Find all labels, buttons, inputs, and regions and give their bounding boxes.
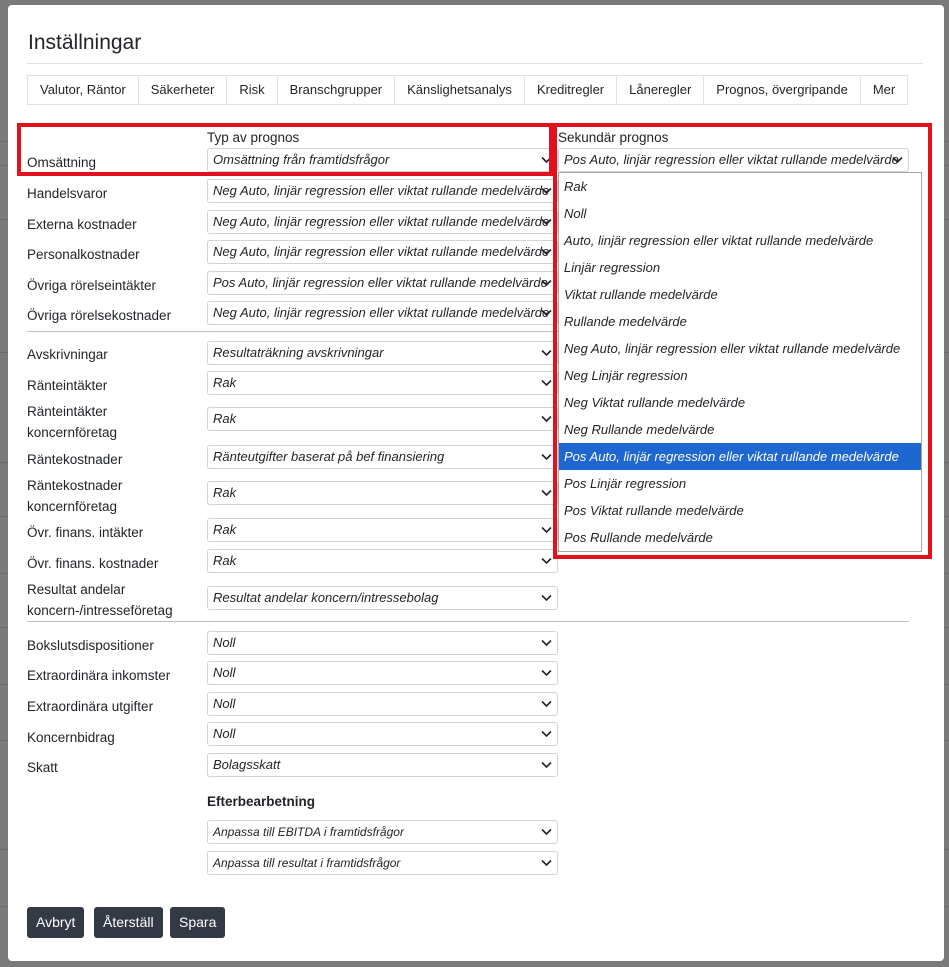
- row-label-rantekostnader: Räntekostnader: [27, 452, 123, 467]
- section-divider: [27, 621, 909, 622]
- chevron-down-icon: [539, 587, 553, 609]
- dropdown-option[interactable]: Auto, linjär regression eller viktat rullande medelvärde: [564, 233, 874, 248]
- select-value: Resultat andelar koncern/intressebolag: [213, 590, 439, 605]
- select-value: Rak: [213, 411, 237, 426]
- select-value: Neg Auto, linjär regression eller viktat rullande medelvärde: [213, 183, 550, 198]
- select-ranteintakter[interactable]: [207, 371, 558, 395]
- tab-branschgrupper[interactable]: Branschgrupper: [278, 76, 396, 104]
- dropdown-option[interactable]: Neg Linjär regression: [564, 368, 688, 383]
- chevron-down-icon: [539, 211, 553, 233]
- row-label-rantekostnader-koncern: Räntekostnader koncernföretag: [27, 478, 123, 514]
- select-value: Rak: [213, 553, 237, 568]
- select-personalkostnader[interactable]: [207, 240, 558, 264]
- select-value: Ränteutgifter baserat på bef finansiering: [213, 449, 445, 464]
- postprocessing-heading: Efterbearbetning: [207, 794, 316, 809]
- select-ovriga-rorelseintakter[interactable]: [207, 271, 558, 295]
- select-omsattning[interactable]: [207, 148, 558, 172]
- dropdown-option[interactable]: Pos Viktat rullande medelvärde: [564, 503, 744, 518]
- secondary-forecast-header: Sekundär prognos: [558, 130, 669, 145]
- select-skatt[interactable]: [207, 753, 558, 777]
- tab-kanslighetsanalys[interactable]: Känslighetsanalys: [395, 76, 525, 104]
- chevron-down-icon: [539, 302, 553, 324]
- chevron-down-icon: [539, 180, 553, 202]
- chevron-down-icon: [539, 550, 553, 572]
- chevron-down-icon: [539, 821, 553, 843]
- select-resultat-andelar[interactable]: [207, 586, 558, 610]
- select-value: Rak: [213, 485, 237, 500]
- tab-kreditregler[interactable]: Kreditregler: [525, 76, 617, 104]
- chevron-down-icon: [539, 149, 553, 171]
- chevron-down-icon: [539, 632, 553, 654]
- select-value: Omsättning från framtidsfrågor: [213, 152, 390, 167]
- dropdown-option[interactable]: Rullande medelvärde: [564, 314, 687, 329]
- secondary-forecast-dropdown-list[interactable]: [558, 172, 922, 552]
- row-label-koncernbidrag: Koncernbidrag: [27, 730, 115, 745]
- select-value: Pos Auto, linjär regression eller viktat rullande medelvärde: [213, 275, 548, 290]
- dropdown-option[interactable]: Neg Rullande medelvärde: [564, 422, 715, 437]
- cancel-button[interactable]: Avbryt: [27, 907, 84, 938]
- select-secondary-omsattning[interactable]: [558, 148, 909, 172]
- select-bokslutsdispositioner[interactable]: [207, 631, 558, 655]
- select-ranteintakter-koncern[interactable]: [207, 407, 558, 431]
- select-externa-kostnader[interactable]: [207, 210, 558, 234]
- row-label-extraordinara-inkomster: Extraordinära inkomster: [27, 668, 171, 683]
- row-label-resultat-andelar: Resultat andelar koncern-/intresseföretag: [27, 582, 173, 618]
- select-koncernbidrag[interactable]: [207, 722, 558, 746]
- select-value: Rak: [213, 522, 237, 537]
- dropdown-option[interactable]: Neg Viktat rullande medelvärde: [564, 395, 746, 410]
- dropdown-option[interactable]: Neg Auto, linjär regression eller viktat rullande medelvärde: [564, 341, 901, 356]
- select-handelsvaror[interactable]: [207, 179, 558, 203]
- chevron-down-icon: [539, 693, 553, 715]
- select-extraordinara-inkomster[interactable]: [207, 661, 558, 685]
- settings-tabs: [27, 75, 908, 105]
- row-label-skatt: Skatt: [27, 760, 58, 775]
- chevron-down-icon: [539, 723, 553, 745]
- chevron-down-icon: [539, 482, 553, 504]
- select-value: Neg Auto, linjär regression eller viktat rullande medelvärde: [213, 214, 550, 229]
- select-value: Bolagsskatt: [213, 757, 281, 772]
- row-label-ovr-finans-kostnader: Övr. finans. kostnader: [27, 556, 159, 571]
- row-label-bokslutsdispositioner: Bokslutsdispositioner: [27, 638, 154, 653]
- chevron-down-icon: [539, 272, 553, 294]
- chevron-down-icon: [539, 662, 553, 684]
- select-value: Noll: [213, 726, 236, 741]
- primary-forecast-header: Typ av prognos: [207, 130, 300, 145]
- modal-title: Inställningar: [28, 31, 142, 54]
- select-adjust-ebitda[interactable]: [207, 820, 558, 844]
- select-value: Neg Auto, linjär regression eller viktat rullande medelvärde: [213, 305, 550, 320]
- select-rantekostnader[interactable]: [207, 445, 558, 469]
- chevron-down-icon: [539, 446, 553, 468]
- select-avskrivningar[interactable]: [207, 341, 558, 365]
- dropdown-option[interactable]: Linjär regression: [564, 260, 661, 275]
- select-value: Noll: [213, 696, 236, 711]
- select-ovriga-rorelsekostnader[interactable]: [207, 301, 558, 325]
- tab-risk[interactable]: Risk: [227, 76, 277, 104]
- tab-valutor-rantor[interactable]: Valutor, Räntor: [28, 76, 139, 104]
- chevron-down-icon: [539, 408, 553, 430]
- dropdown-option[interactable]: Rak: [564, 179, 588, 194]
- dropdown-option[interactable]: Pos Linjär regression: [564, 476, 687, 491]
- tab-sakerheter[interactable]: Säkerheter: [139, 76, 228, 104]
- row-label-avskrivningar: Avskrivningar: [27, 347, 108, 362]
- dropdown-option[interactable]: Noll: [564, 206, 587, 221]
- dropdown-option[interactable]: Viktat rullande medelvärde: [564, 287, 718, 302]
- row-label-ranteintakter: Ränteintäkter: [27, 378, 108, 393]
- dropdown-option-selected[interactable]: Pos Auto, linjär regression eller viktat rullande medelvärde: [559, 443, 921, 470]
- row-label-ranteintakter-koncern: Ränteintäkter koncernföretag: [27, 404, 118, 440]
- select-value: Noll: [213, 665, 236, 680]
- select-value: Pos Auto, linjär regression eller viktat rullande medelvärde: [564, 152, 899, 167]
- chevron-down-icon: [539, 519, 553, 541]
- row-label-extraordinara-utgifter: Extraordinära utgifter: [27, 699, 154, 714]
- dropdown-option[interactable]: Pos Rullande medelvärde: [564, 530, 713, 545]
- row-label-ovriga-rorelseintakter: Övriga rörelseintäkter: [27, 278, 157, 293]
- save-button[interactable]: Spara: [170, 907, 225, 938]
- select-value: Noll: [213, 635, 236, 650]
- select-value: Anpassa till EBITDA i framtidsfrågor: [213, 825, 404, 839]
- chevron-down-icon: [539, 754, 553, 776]
- select-value: Neg Auto, linjär regression eller viktat rullande medelvärde: [213, 244, 550, 259]
- select-value: Rak: [213, 375, 237, 390]
- settings-modal: [8, 5, 944, 961]
- select-adjust-result[interactable]: [207, 851, 558, 875]
- tab-laneregler[interactable]: Låneregler: [617, 76, 704, 104]
- row-label-externa-kostnader: Externa kostnader: [27, 217, 137, 232]
- chevron-down-icon: [539, 342, 553, 364]
- chevron-down-icon: [539, 372, 553, 394]
- select-ovr-finans-kostnader[interactable]: [207, 549, 558, 573]
- select-ovr-finans-intakter[interactable]: [207, 518, 558, 542]
- chevron-down-icon: [539, 241, 553, 263]
- row-label-ovr-finans-intakter: Övr. finans. intäkter: [27, 525, 144, 540]
- title-divider: [27, 63, 923, 64]
- select-rantekostnader-koncern[interactable]: [207, 481, 558, 505]
- chevron-down-icon: [539, 852, 553, 874]
- tab-prognos-overgripande[interactable]: Prognos, övergripande: [704, 76, 861, 104]
- reset-button[interactable]: Återställ: [94, 907, 163, 938]
- row-label-handelsvaror: Handelsvaror: [27, 186, 108, 201]
- chevron-down-icon: [890, 149, 904, 171]
- row-label-ovriga-rorelsekostnader: Övriga rörelsekostnader: [27, 308, 172, 323]
- select-value: Anpassa till resultat i framtidsfrågor: [213, 856, 401, 870]
- select-extraordinara-utgifter[interactable]: [207, 692, 558, 716]
- select-value: Resultaträkning avskrivningar: [213, 345, 384, 360]
- row-label-personalkostnader: Personalkostnader: [27, 247, 140, 262]
- tab-mer[interactable]: Mer: [861, 76, 908, 104]
- row-label-omsattning: Omsättning: [27, 155, 97, 170]
